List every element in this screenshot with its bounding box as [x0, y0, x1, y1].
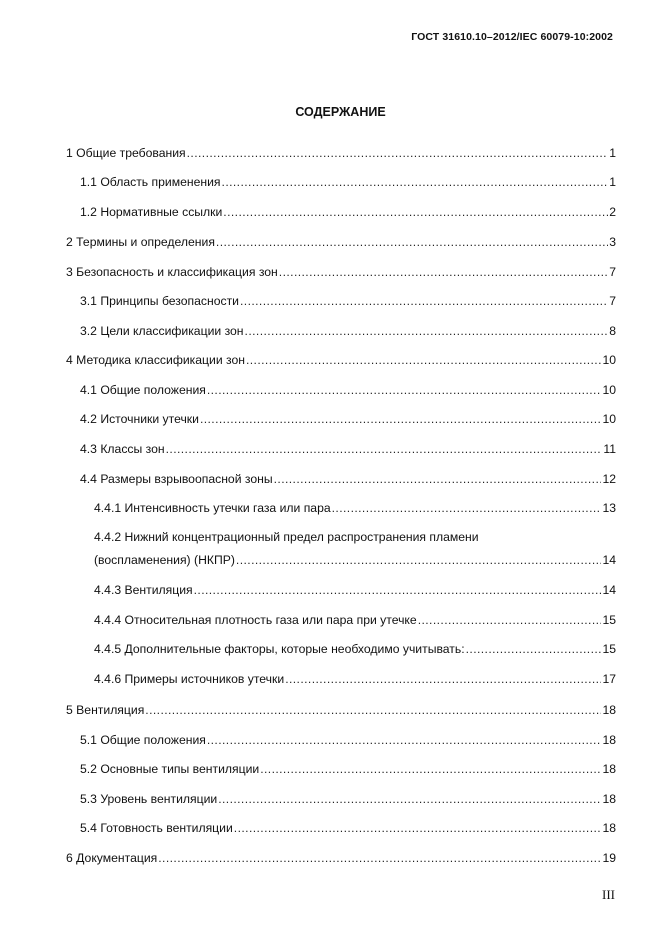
toc-entry-4-4-6[interactable] — [94, 671, 616, 687]
toc-entry-page: 3 — [609, 235, 616, 249]
toc-entry-title: 5.4 Готовность вентиляции — [80, 821, 233, 835]
toc-entry-title: 4 Методика классификации зон — [66, 353, 245, 367]
toc-entry-page: 18 — [602, 762, 616, 776]
toc-entry-2[interactable] — [66, 234, 616, 250]
toc-leader-dots — [234, 820, 602, 836]
toc-entry-4[interactable] — [66, 352, 616, 368]
toc-entry-page: 15 — [602, 642, 616, 656]
toc-entry-title: 2 Термины и определения — [66, 235, 215, 249]
toc-entry-5-3[interactable] — [80, 791, 616, 807]
toc-entry-4-4-3[interactable] — [94, 582, 616, 598]
toc-entry-title: 3 Безопасность и классификация зон — [66, 265, 278, 279]
toc-leader-dots — [285, 671, 601, 687]
toc-leader-dots — [418, 612, 602, 628]
toc-entry-page: 1 — [609, 175, 616, 189]
toc-entry-title: 1.2 Нормативные ссылки — [80, 205, 223, 219]
toc-leader-dots — [279, 264, 608, 280]
toc-entry-4-4-2-title-line1: 4.4.2 Нижний концентрационный предел распространения пламени — [94, 530, 479, 544]
toc-entry-page: 14 — [602, 553, 616, 567]
page-title: СОДЕРЖАНИЕ — [295, 105, 386, 119]
toc-entry-page: 10 — [602, 353, 616, 367]
toc-entry-page: 8 — [609, 324, 616, 338]
toc-entry-4-1[interactable] — [80, 382, 616, 398]
toc-entry-title: 4.4.6 Примеры источников утечки — [94, 672, 285, 686]
toc-entry-4-4-4[interactable] — [94, 612, 616, 628]
toc-entry-title: 3.1 Принципы безопасности — [80, 294, 239, 308]
toc-entry-page: 19 — [602, 851, 616, 865]
toc-entry-1[interactable] — [66, 145, 616, 161]
toc-entry-3-2[interactable] — [80, 323, 616, 339]
toc-leader-dots — [200, 411, 601, 427]
toc-leader-dots — [332, 500, 602, 516]
toc-entry-page: 15 — [602, 613, 616, 627]
toc-entry-6[interactable] — [66, 850, 616, 866]
toc-entry-title: 5.3 Уровень вентиляции — [80, 792, 218, 806]
toc-entry-title: 5.2 Основные типы вентиляции — [80, 762, 260, 776]
toc-entry-page: 13 — [602, 501, 616, 515]
document-code-header: ГОСТ 31610.10–2012/IEC 60079-10:2002 — [411, 31, 613, 43]
toc-entry-title: 4.4 Размеры взрывоопасной зоны — [80, 472, 273, 486]
toc-entry-title: 4.4.3 Вентиляция — [94, 583, 193, 597]
toc-entry-page: 2 — [609, 205, 616, 219]
toc-leader-dots — [145, 702, 601, 718]
toc-entry-4-2[interactable] — [80, 411, 616, 427]
toc-entry-title: 4.4.4 Относительная плотность газа или пара при утечке — [94, 613, 417, 627]
toc-entry-title: 4.3 Классы зон — [80, 442, 165, 456]
toc-entry-title: 1.1 Область применения — [80, 175, 221, 189]
toc-entry-4-4[interactable] — [80, 471, 616, 487]
toc-entry-page: 14 — [602, 583, 616, 597]
toc-entry-page: 12 — [602, 472, 616, 486]
toc-entry-title: 5.1 Общие положения — [80, 733, 206, 747]
toc-entry-3[interactable] — [66, 264, 616, 280]
toc-entry-title: 5 Вентиляция — [66, 703, 145, 717]
toc-entry-4-4-2[interactable] — [94, 552, 616, 568]
toc-entry-page: 1 — [609, 146, 616, 160]
toc-entry-title: 4.2 Источники утечки — [80, 412, 199, 426]
toc-entry-title: 4.4.5 Дополнительные факторы, которые необходимо учитывать: — [94, 642, 465, 656]
toc-entry-page: 7 — [609, 265, 616, 279]
toc-leader-dots — [274, 471, 602, 487]
toc-entry-title: 6 Документация — [66, 851, 158, 865]
toc-leader-dots — [240, 293, 608, 309]
toc-entry-title: (воспламенения) (НКПР) — [94, 553, 235, 567]
toc-entry-1-2[interactable] — [80, 204, 616, 220]
toc-entry-page: 17 — [602, 672, 616, 686]
toc-entry-title: 4.1 Общие положения — [80, 383, 206, 397]
toc-leader-dots — [158, 850, 601, 866]
toc-leader-dots — [194, 582, 602, 598]
toc-leader-dots — [207, 382, 602, 398]
toc-leader-dots — [466, 641, 602, 657]
toc-leader-dots — [236, 552, 602, 568]
toc-leader-dots — [218, 791, 601, 807]
toc-leader-dots — [216, 234, 608, 250]
toc-leader-dots — [166, 441, 603, 457]
toc-entry-5-1[interactable] — [80, 732, 616, 748]
toc-entry-5-4[interactable] — [80, 820, 616, 836]
page-number: III — [602, 887, 615, 902]
toc-entry-page: 18 — [602, 821, 616, 835]
toc-leader-dots — [207, 732, 602, 748]
toc-entry-page: 18 — [602, 703, 616, 717]
toc-leader-dots — [223, 204, 608, 220]
toc-entry-page: 11 — [603, 442, 616, 456]
toc-leader-dots — [245, 323, 609, 339]
toc-leader-dots — [222, 174, 609, 190]
toc-entry-5-2[interactable] — [80, 761, 616, 777]
toc-entry-3-1[interactable] — [80, 293, 616, 309]
toc-entry-title: 1 Общие требования — [66, 146, 186, 160]
toc-entry-4-4-5[interactable] — [94, 641, 616, 657]
toc-leader-dots — [260, 761, 601, 777]
toc-entry-page: 7 — [609, 294, 616, 308]
toc-entry-title: 3.2 Цели классификации зон — [80, 324, 244, 338]
toc-entry-page: 18 — [602, 792, 616, 806]
toc-entry-page: 18 — [602, 733, 616, 747]
toc-leader-dots — [246, 352, 601, 368]
toc-entry-page: 10 — [602, 412, 616, 426]
toc-entry-1-1[interactable] — [80, 174, 616, 190]
toc-entry-4-3[interactable] — [80, 441, 616, 457]
toc-entry-5[interactable] — [66, 702, 616, 718]
toc-entry-page: 10 — [602, 383, 616, 397]
toc-entry-4-4-1[interactable] — [94, 500, 616, 516]
toc-leader-dots — [187, 145, 609, 161]
toc-entry-title: 4.4.1 Интенсивность утечки газа или пара — [94, 501, 331, 515]
